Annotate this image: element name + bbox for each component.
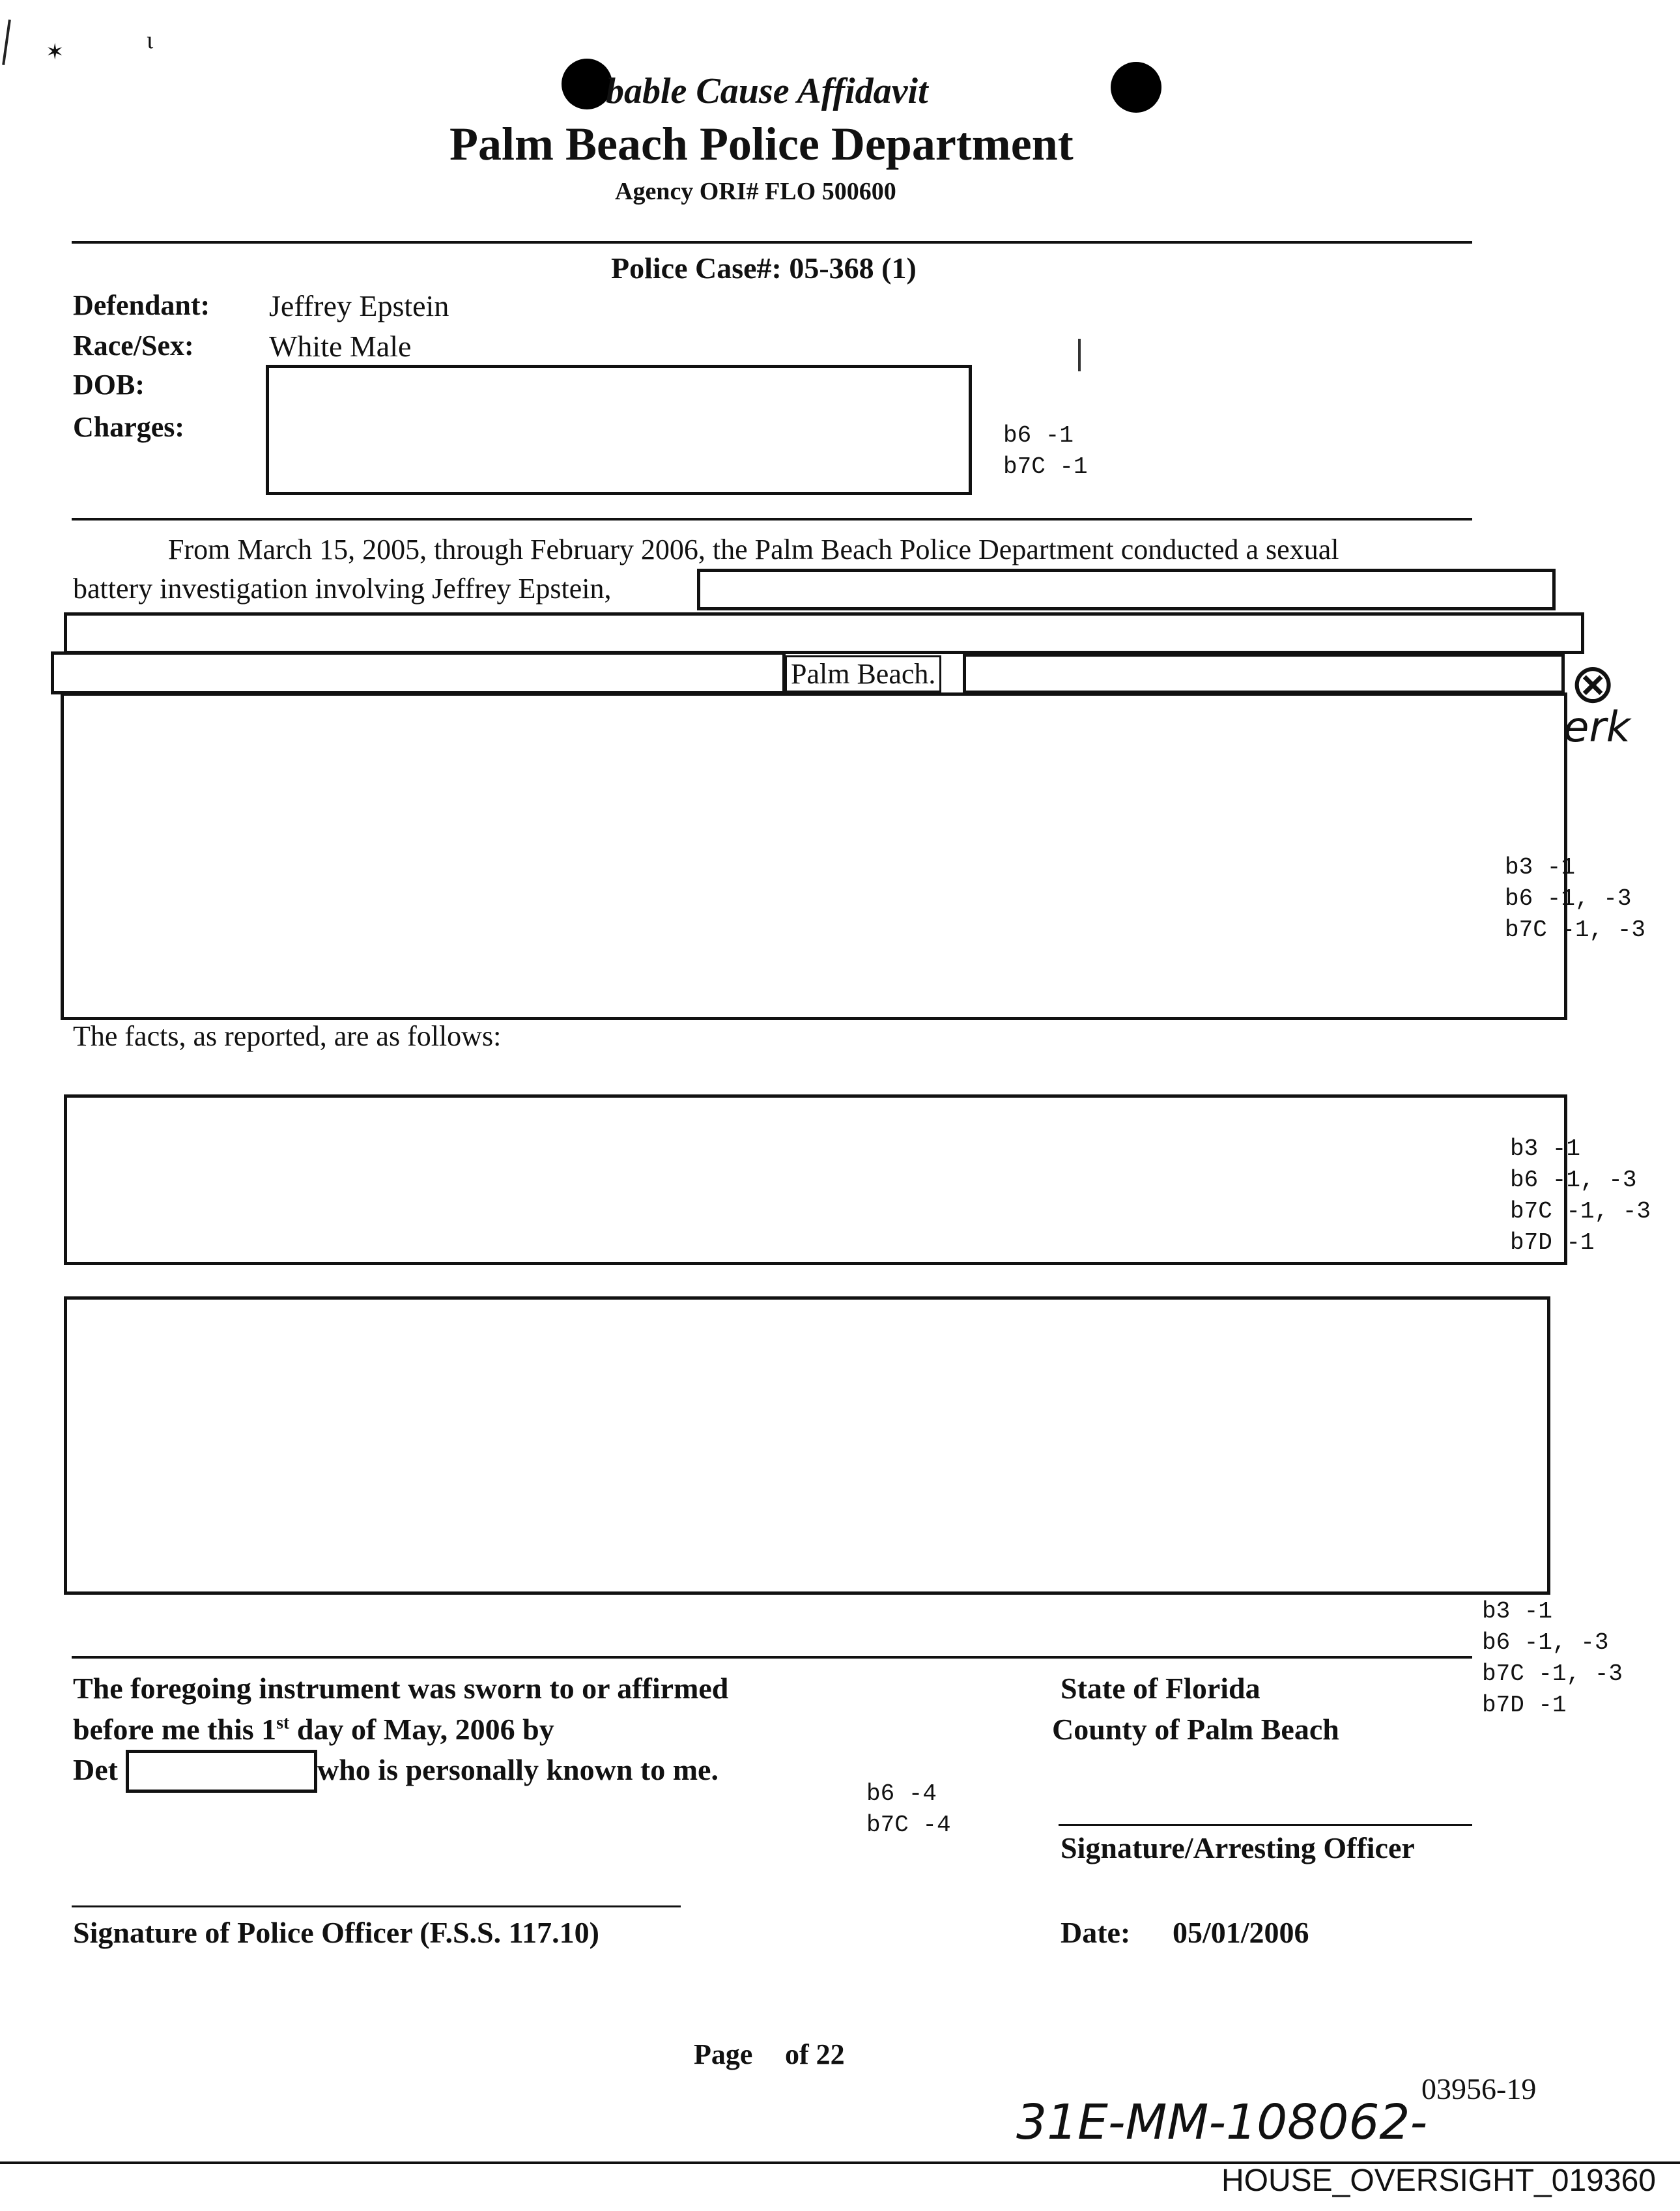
redaction-code: b3 -1: [1505, 854, 1576, 881]
document-title: bable Cause Affidavit: [606, 71, 928, 111]
signature-line-arresting: [1059, 1824, 1472, 1826]
signature-police-label: Signature of Police Officer (F.S.S. 117.10): [73, 1916, 599, 1949]
file-number: 03956-19: [1421, 2072, 1537, 2105]
department-name: Palm Beach Police Department: [449, 118, 1074, 170]
race-sex-value: White Male: [269, 330, 412, 363]
det-label: Det: [73, 1753, 118, 1786]
charges-label: Charges:: [73, 411, 185, 443]
page-label: Page: [694, 2038, 753, 2070]
redaction-box-facts-1: [64, 1094, 1567, 1265]
oath-line-1: The foregoing instrument was sworn to or affirmed: [73, 1672, 729, 1705]
redaction-code: b7C -1: [1003, 453, 1088, 480]
redaction-code: b6 -1, -3: [1482, 1629, 1609, 1656]
header-rule: [72, 241, 1472, 244]
redaction-code: b6 -1: [1003, 422, 1074, 449]
oath-rule: [72, 1656, 1472, 1659]
date-label: Date:: [1061, 1916, 1131, 1949]
redaction-code: b6 -1, -3: [1505, 885, 1632, 912]
oath-line-2-end: day of May, 2006 by: [289, 1713, 554, 1746]
redaction-code: b7C -1, -3: [1482, 1661, 1623, 1687]
state-label: State of Florida: [1061, 1672, 1260, 1705]
defendant-rule: [72, 518, 1472, 521]
punch-hole-right: [1111, 62, 1161, 113]
county-label: County of Palm Beach: [1052, 1713, 1339, 1746]
agency-ori: Agency ORI# FLO 500600: [615, 178, 896, 205]
signature-line-police: [72, 1905, 681, 1907]
redaction-box-facts-2: [64, 1296, 1550, 1595]
redaction-box-narrative-3: [51, 651, 786, 694]
defendant-label: Defendant:: [73, 289, 210, 321]
date-value: 05/01/2006: [1173, 1916, 1309, 1949]
redaction-code: b7C -4: [866, 1812, 951, 1838]
redaction-code: b7D -1: [1482, 1692, 1567, 1719]
redaction-code: b6 -4: [866, 1780, 937, 1807]
redaction-code: b3 -1: [1482, 1598, 1553, 1625]
oath-line-3: who is personally known to me.: [317, 1753, 719, 1786]
oath-line-2-start: before me this 1: [73, 1713, 277, 1746]
redaction-code: b6 -1, -3: [1510, 1167, 1637, 1193]
redaction-code: b7C -1, -3: [1510, 1198, 1651, 1225]
handwritten-file-number: 31E-MM-108062-: [1016, 2094, 1428, 2150]
handwritten-initials: erk: [1563, 704, 1630, 752]
redaction-box-det-name: [126, 1750, 317, 1793]
redaction-box-narrative-large: [61, 692, 1567, 1020]
redaction-code: b7D -1: [1510, 1229, 1595, 1256]
race-sex-label: Race/Sex:: [73, 330, 194, 362]
redaction-box-narrative-1: [697, 569, 1556, 610]
redaction-box-dob-charges: [266, 365, 972, 495]
bates-number: HOUSE_OVERSIGHT_019360: [1221, 2163, 1656, 2198]
police-case-number: Police Case#: 05-368 (1): [611, 251, 917, 285]
redaction-box-narrative-4: [963, 653, 1565, 694]
scan-mark: ✶: [46, 40, 64, 64]
stray-mark: [1078, 339, 1081, 371]
redaction-code: b3 -1: [1510, 1135, 1581, 1162]
defendant-value: Jeffrey Epstein: [269, 289, 449, 322]
handwritten-initials: ⊗: [1570, 651, 1616, 715]
signature-arresting-label: Signature/Arresting Officer: [1061, 1831, 1415, 1864]
palm-beach-text: Palm Beach.: [785, 655, 941, 692]
facts-intro: The facts, as reported, are as follows:: [73, 1020, 502, 1052]
page-of: of 22: [785, 2038, 845, 2070]
punch-hole-left: [562, 59, 612, 109]
redaction-box-narrative-2: [64, 612, 1584, 654]
oath-line-2-sup: st: [276, 1713, 290, 1733]
narrative-line-2: battery investigation involving Jeffrey Epstein,: [73, 573, 612, 605]
narrative-line-1: From March 15, 2005, through February 2006, the Palm Beach Police Department conducted a sexual: [168, 534, 1339, 565]
redaction-code: b7C -1, -3: [1505, 917, 1646, 943]
scan-mark: [2, 20, 11, 65]
oath-line-2: [73, 1712, 554, 1747]
dob-label: DOB:: [73, 369, 145, 401]
scan-mark: ɩ: [147, 27, 154, 54]
